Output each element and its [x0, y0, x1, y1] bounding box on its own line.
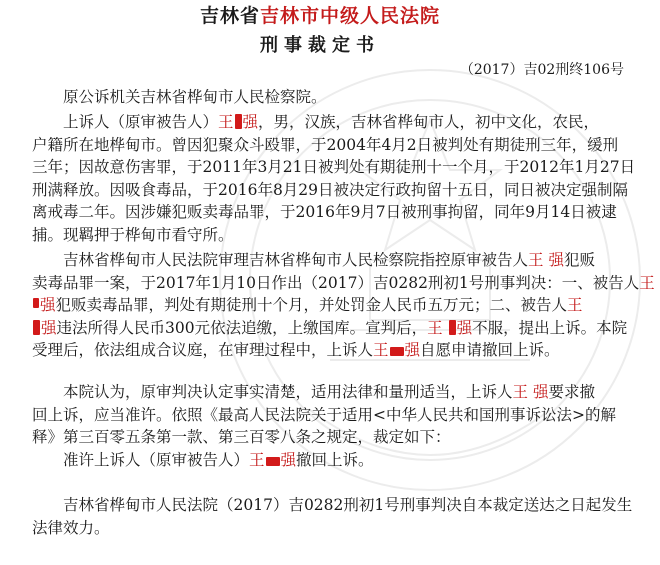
- defendant-name-char: 王: [218, 113, 234, 131]
- text-line: 法律效力。: [32, 518, 110, 537]
- defendant-name-char: 王: [567, 296, 583, 314]
- text-line: 回上诉，应当准许。依照《最高人民法院关于适用<中华人民共和国刑事诉讼法>的解: [32, 405, 616, 424]
- paragraph-procuratorate: [32, 86, 622, 109]
- text-line: 本院认为，原审判决认定事实清楚，适用法律和量刑适当，上诉人王 强要求撤: [63, 383, 595, 401]
- court-name-prefix: 吉林省: [199, 5, 260, 27]
- defendant-name-char: 王: [639, 273, 655, 292]
- document-type-title: 刑事裁定书: [260, 35, 380, 56]
- text-line: 吉林省桦甸市人民法院（2017）吉0282刑初1号刑事判决自本裁定送达之日起发生: [63, 496, 633, 514]
- redaction-mark: [266, 457, 280, 466]
- defendant-name-char: 王: [528, 251, 544, 269]
- court-name-highlight: 吉林市中级人民法院: [260, 5, 441, 27]
- paragraph-ruling: [32, 449, 622, 472]
- text-line: 卖毒品罪一案，于2017年1月10日作出（2017）吉0282刑初1号刑事判决：一、被告人王: [32, 273, 655, 292]
- defendant-name-char: 王: [427, 318, 443, 337]
- defendant-name-char: 强: [404, 341, 421, 359]
- paragraph-appellant-info: [32, 111, 636, 246]
- text-line: 受理后，依法组成合议庭，在审理过程中，上诉人王 强自愿申请撤回上诉。: [32, 341, 560, 359]
- text-line: 吉林省桦甸市人民法院审理吉林省桦甸市人民检察院指控原审被告人王 强犯贩: [63, 251, 595, 269]
- redaction-mark: [33, 298, 39, 308]
- text-line: 强违法所得人民币300元依法追缴，上缴国库。宣判后，王 强不服，提出上诉。本院: [32, 317, 622, 340]
- defendant-name-char: 强: [242, 113, 259, 131]
- defendant-name-char: 强: [280, 451, 297, 469]
- text-line: 准许上诉人（原审被告人）王 强撤回上诉。: [63, 451, 374, 469]
- text-line: 户籍所在地桦甸市。曾因犯聚众斗殴罪，于2004年4月2日被判处有期徒刑三年，缓刑: [32, 135, 619, 154]
- redaction-mark: [33, 320, 40, 335]
- defendant-name-char: 王: [512, 383, 529, 401]
- text-line: 强犯贩卖毒品罪，判处有期徒刑十个月，并处罚金人民币五万元；二、被告人王: [32, 294, 622, 317]
- paragraph-court-opinion: [32, 381, 622, 449]
- paragraph-effect: [32, 494, 633, 539]
- text-line: 刑满释放。因吸食毒品，于2016年8月29日被决定行政拘留十五日，同日被决定强制隔: [32, 180, 629, 199]
- defendant-name-char: 强: [40, 296, 56, 314]
- text-line: 上诉人（原审被告人）王 强，男，汉族，吉林省桦甸市人，初中文化，农民，: [63, 113, 600, 131]
- defendant-name-char: 王: [249, 451, 265, 469]
- redaction-mark: [235, 114, 242, 129]
- court-name: [0, 4, 640, 28]
- defendant-name-char: 强: [41, 318, 57, 337]
- defendant-name-char: 强: [456, 318, 473, 337]
- defendant-name-char: 王: [373, 341, 389, 359]
- redaction-mark: [390, 347, 404, 356]
- case-number: （2017）吉02刑终106号: [459, 62, 624, 78]
- text-line: 离戒毒二年。因涉嫌犯贩卖毒品罪，于2016年9月7日被刑事拘留，同年9月14日被逮: [32, 203, 617, 221]
- text-line: 释》第三百零五条第一款、第三百零八条之规定，裁定如下：: [32, 428, 451, 446]
- defendant-name-char: 强: [532, 383, 549, 401]
- defendant-name-char: 强: [548, 251, 564, 269]
- text-line: 捕。现羁押于桦甸市看守所。: [32, 225, 234, 244]
- text-line: 原公诉机关吉林省桦甸市人民检察院。: [63, 88, 327, 106]
- text-line: 三年；因故意伤害罪，于2011年3月21日被判处有期徒刑十一个月，于2012年1月27日: [32, 158, 636, 176]
- paragraph-trial-history: [32, 249, 655, 362]
- redaction-mark: [449, 320, 456, 335]
